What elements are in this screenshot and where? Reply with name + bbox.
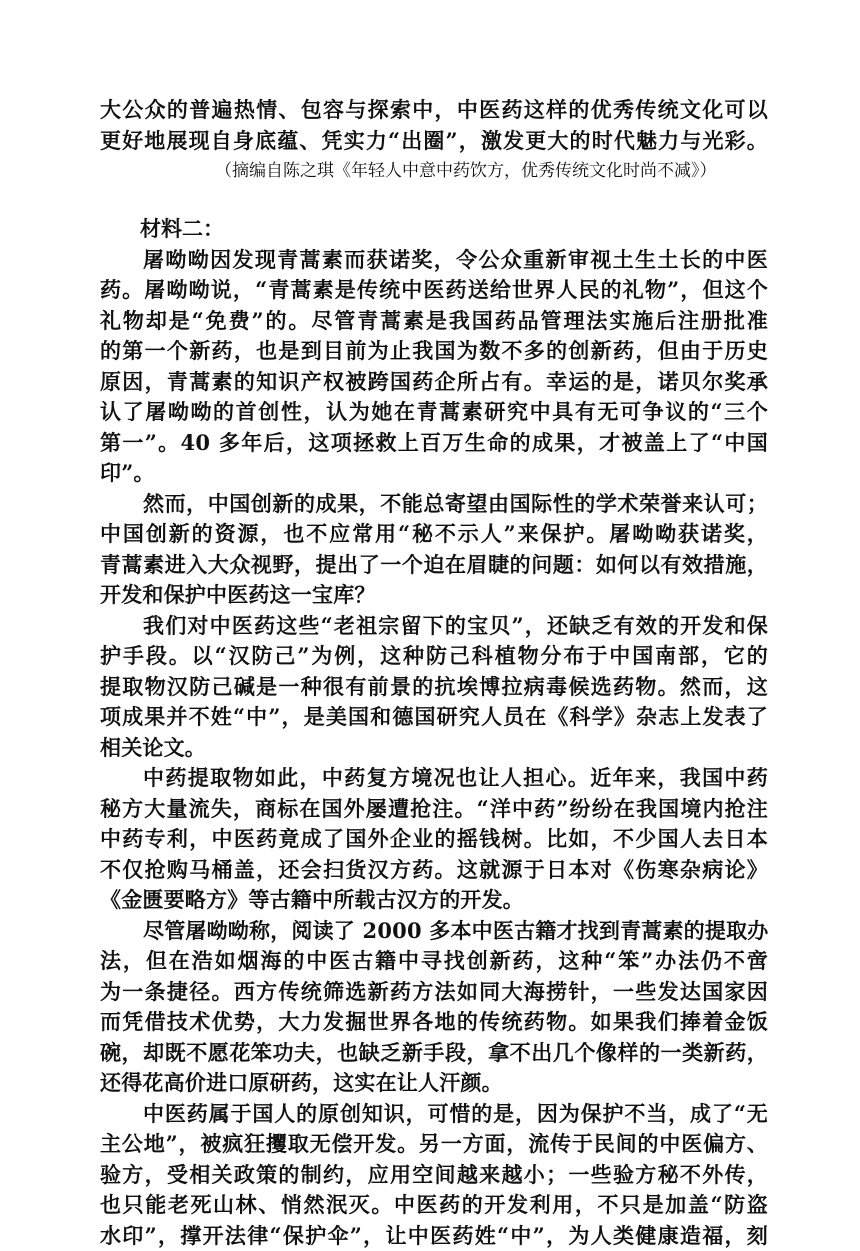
text-line: 为一条捷径。西方传统筛选新药方法如同大海捞针，一些发达国家因 xyxy=(100,977,768,1008)
text-line: 护手段。以“汉防己”为例，这种防己科植物分布于中国南部，它的 xyxy=(100,641,768,672)
text-line: 然而，中国创新的成果，不能总寄望由国际性的学术荣誉来认可； xyxy=(100,489,768,520)
document-page xyxy=(100,95,770,1251)
text-line: 验方，受相关政策的制约，应用空间越来越小；一些验方秘不外传， xyxy=(100,1160,768,1191)
paragraph xyxy=(100,763,770,916)
text-line: 大公众的普遍热情、包容与探索中，中医药这样的优秀传统文化可以 xyxy=(100,95,768,126)
text-line: 中药专利，中医药竟成了国外企业的摇钱树。比如，不少国人去日本 xyxy=(100,824,768,855)
text-line: 认了屠呦呦的首创性，认为她在青蒿素研究中具有无可争议的“三个 xyxy=(100,397,768,428)
text-line: 不仅抢购马桶盖，还会扫货汉方药。这就源于日本对《伤寒杂病论》 xyxy=(100,855,768,886)
text-line: 更好地展现自身底蕴、凭实力“出圈”，激发更大的时代魅力与光彩。 xyxy=(100,126,768,157)
section-heading: 材料二： xyxy=(100,214,770,245)
text-line: 中医药属于国人的原创知识，可惜的是，因为保护不当，成了“无 xyxy=(100,1099,768,1130)
text-line: 青蒿素进入大众视野，提出了一个迫在眉睫的问题：如何以有效措施， xyxy=(100,550,768,581)
text-line: 印”。 xyxy=(100,458,770,489)
paragraph xyxy=(100,489,770,611)
text-line: 第一”。40 多年后，这项拯救上百万生命的成果，才被盖上了“中国 xyxy=(100,428,768,459)
text-line: 开发和保护中医药这一宝库？ xyxy=(100,580,770,611)
text-line: 《金匮要略方》等古籍中所载古汉方的开发。 xyxy=(100,885,770,916)
paragraph xyxy=(100,916,770,1099)
intro-text xyxy=(100,95,770,156)
text-line: 中药提取物如此，中药复方境况也让人担心。近年来，我国中药 xyxy=(100,763,768,794)
text-line: 还得花高价进口原研药，这实在让人汗颜。 xyxy=(100,1068,770,1099)
text-line: 我们对中医药这些“老祖宗留下的宝贝”，还缺乏有效的开发和保 xyxy=(100,611,768,642)
text-line: 原因，青蒿素的知识产权被跨国药企所占有。幸运的是，诺贝尔奖承 xyxy=(100,367,768,398)
paragraph xyxy=(100,245,770,489)
text-line: 法，但在浩如烟海的中医古籍中寻找创新药，这种“笨”办法仍不啻 xyxy=(100,946,768,977)
paragraph xyxy=(100,1099,770,1251)
text-line: 礼物却是“免费”的。尽管青蒿素是我国药品管理法实施后注册批准 xyxy=(100,306,768,337)
text-line: 碗，却既不愿花笨功夫，也缺乏新手段，拿不出几个像样的一类新药， xyxy=(100,1038,768,1069)
text-line: 药。屠呦呦说，“青蒿素是传统中医药送给世界人民的礼物”，但这个 xyxy=(100,275,768,306)
text-line: 的第一个新药，也是到目前为止我国为数不多的创新药，但由于历史 xyxy=(100,336,768,367)
text-line: 提取物汉防己碱是一种很有前景的抗埃博拉病毒候选药物。然而，这 xyxy=(100,672,768,703)
text-line: 项成果并不姓“中”，是美国和德国研究人员在《科学》杂志上发表了 xyxy=(100,702,768,733)
text-line: 也只能老死山林、悄然泯灭。中医药的开发利用，不只是加盖“防盗 xyxy=(100,1190,768,1221)
text-line: 尽管屠呦呦称，阅读了 2000 多本中医古籍才找到青蒿素的提取办 xyxy=(100,916,768,947)
text-line: 屠呦呦因发现青蒿素而获诺奖，令公众重新审视土生土长的中医 xyxy=(100,245,768,276)
text-line: 秘方大量流失，商标在国外屡遭抢注。“洋中药”纷纷在我国境内抢注 xyxy=(100,794,768,825)
text-line: 而凭借技术优势，大力发掘世界各地的传统药物。如果我们捧着金饭 xyxy=(100,1007,768,1038)
text-line: 中国创新的资源，也不应常用“秘不示人”来保护。屠呦呦获诺奖， xyxy=(100,519,768,550)
paragraph xyxy=(100,611,770,764)
source-citation: （摘编自陈之琪《年轻人中意中药饮方，优秀传统文化时尚不减》） xyxy=(100,156,770,186)
text-line: 主公地”，被疯狂攫取无偿开发。另一方面，流传于民间的中医偏方、 xyxy=(100,1129,768,1160)
text-line: 水印”，撑开法律“保护伞”，让中医药姓“中”，为人类健康造福，刻 xyxy=(100,1221,768,1251)
text-line: 相关论文。 xyxy=(100,733,770,764)
